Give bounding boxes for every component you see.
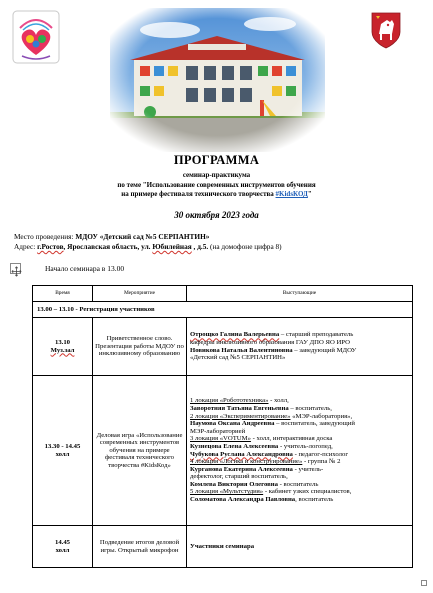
speaker-name: Наумова Оксана Андреевна: [190, 420, 275, 428]
speaker-role: - воспитатель: [277, 480, 319, 488]
time-value: 13.10: [54, 338, 71, 346]
table-header-row: [33, 286, 413, 302]
speaker-name: Новикова Наталья Валентиновна: [190, 346, 293, 354]
location-desc: - кабинет узких специалистов,: [263, 488, 352, 496]
event-cell: Подведение итогов деловой игры. Открытый микрофон: [93, 526, 187, 568]
kindergarten-building-photo: [110, 8, 325, 152]
event-cell: Приветственное слово. Презентация работы МДОУ по инклюзивному образованию: [93, 318, 187, 376]
kindergarten-logo-icon: [12, 10, 60, 64]
speaker-name: Соломатова Александра Павловна: [190, 496, 296, 504]
speaker-role: «Детский сад №5 СЕРПАНТИН»: [190, 354, 286, 362]
header-speakers: Выступающие: [187, 286, 413, 302]
speaker-name: Участники семинара: [190, 542, 255, 550]
time-cell: [33, 318, 93, 376]
header-event: Мероприятие: [93, 286, 187, 302]
speaker-line: [190, 397, 409, 405]
time-cell: [33, 376, 93, 526]
subtitle-festival-prefix: на примере фестиваля технического творчества: [121, 190, 276, 198]
time-place: холл: [55, 450, 70, 458]
speaker-line: [190, 435, 409, 443]
speaker-role: кафедры инклюзивного образования ГАУ ДПО ЯО ИРО: [190, 338, 350, 346]
speaker-name: Чубукова Руслана Александровна: [190, 450, 293, 458]
time-value: 13.30 - 14.45: [44, 442, 81, 450]
header-time: Время: [33, 286, 93, 302]
table-row: [33, 318, 413, 376]
venue-address: [14, 242, 282, 251]
speaker-line: [190, 420, 409, 428]
location-desc: - группа № 2: [302, 458, 341, 466]
table-row-registration: [33, 302, 413, 318]
speaker-line: [190, 354, 409, 362]
venue-address-label: Адрес:: [14, 242, 38, 251]
location-desc: - холл, интерактивная доска: [250, 435, 333, 443]
venue-address-city: г.Ростов: [37, 242, 64, 251]
speaker-line: [190, 443, 409, 451]
speaker-line: [190, 458, 409, 466]
subtitle-type: семинар-практикума: [182, 171, 251, 179]
page-title: ПРОГРАММА: [173, 153, 260, 167]
speaker-line: [190, 481, 409, 489]
venue-address-house: , д.5.: [191, 242, 209, 251]
location-link[interactable]: 5 локация «Мультстудия»: [190, 488, 264, 496]
time-place: Муз.зал: [50, 346, 75, 354]
venue-address-street: Юбилейная: [152, 242, 192, 251]
time-cell: [33, 526, 93, 568]
speaker-line: [190, 428, 409, 436]
schedule-table: [32, 285, 413, 568]
speaker-name: Заворотняя Татьяна Евгеньевна: [190, 404, 289, 412]
location-desc: - холл,: [268, 397, 289, 405]
subtitle-festival: [0, 190, 433, 198]
venue-address-region: , Ярославская область, ул.: [63, 242, 153, 251]
speaker-role: - учитель-: [292, 465, 324, 473]
speaker-role: – воспитатель, заведующий: [274, 420, 355, 428]
speaker-name: Кузнецова Елена Алексеевна: [190, 442, 279, 450]
speaker-line: [190, 488, 409, 496]
speaker-name: Отрощко Галина Валерьевна: [190, 331, 280, 339]
venue-place-label: Место проведения:: [14, 232, 76, 241]
speaker-role: – заведующий МДОУ: [292, 346, 357, 354]
table-resize-handle-icon[interactable]: [421, 580, 427, 586]
registration-cell: 13.00 – 13.10 - Регистрация участников: [33, 302, 413, 318]
speaker-role: – воспитатель,: [288, 404, 332, 412]
speaker-line: [190, 347, 409, 355]
location-desc: «МЭР-лаборатория»,: [290, 412, 353, 420]
venue-address-note: (на домофоне цифра 8): [208, 242, 282, 251]
table-row: [33, 526, 413, 568]
speaker-line: [190, 413, 409, 421]
city-crest-icon: [370, 10, 402, 50]
speaker-role: дефектолог, старший воспитатель,: [190, 473, 288, 481]
speaker-name: Курганова Екатерина Алексеевна: [190, 465, 293, 473]
time-value: 14.45: [54, 538, 71, 546]
speaker-role: - педагог-психолог: [292, 450, 349, 458]
event-cell: Деловая игра «Использование современных инструментов обучения на примере фестиваля технического творчества #KidsКод»: [93, 376, 187, 526]
location-link[interactable]: 3 локация «VOTUM»: [190, 435, 251, 443]
subtitle-festival-suffix: ": [307, 190, 312, 198]
speakers-cell: [187, 318, 413, 376]
location-link[interactable]: 2 локация «Экспериментирование»: [190, 412, 291, 420]
speaker-line: [190, 543, 409, 551]
speaker-line: [190, 473, 409, 481]
speaker-line: [190, 331, 409, 339]
speaker-role: - учитель-логопед,: [278, 442, 333, 450]
festival-hashtag-link[interactable]: #KidsКОД: [275, 190, 308, 198]
speaker-role: МЭР-лабораторией: [190, 427, 246, 435]
venue-place: [14, 232, 209, 241]
speaker-role: , воспитатель: [295, 496, 334, 504]
speaker-line: [190, 451, 409, 459]
table-move-handle-icon[interactable]: [10, 263, 21, 274]
speakers-cell: [187, 376, 413, 526]
speaker-line: [190, 405, 409, 413]
speaker-role: – старший преподаватель: [279, 331, 354, 339]
speaker-name: Комлева Виктория Олеговна: [190, 480, 278, 488]
location-link[interactable]: 1 локация «Робототехника»: [190, 397, 269, 405]
table-row: [33, 376, 413, 526]
venue-place-value: МДОУ «Детский сад №5 СЕРПАНТИН»: [75, 232, 210, 241]
speaker-line: [190, 466, 409, 474]
time-place: холл: [55, 546, 70, 554]
seminar-start-note: Начало семинара в 13.00: [45, 264, 125, 273]
location-link[interactable]: 4 локация «Логика и конструирование»: [190, 458, 303, 466]
event-date: 30 октября 2023 года: [174, 210, 259, 220]
subtitle-topic: по теме "Использование современных инструментов обучения: [117, 181, 316, 189]
speaker-line: [190, 496, 409, 504]
speaker-line: [190, 339, 409, 347]
speakers-cell: [187, 526, 413, 568]
